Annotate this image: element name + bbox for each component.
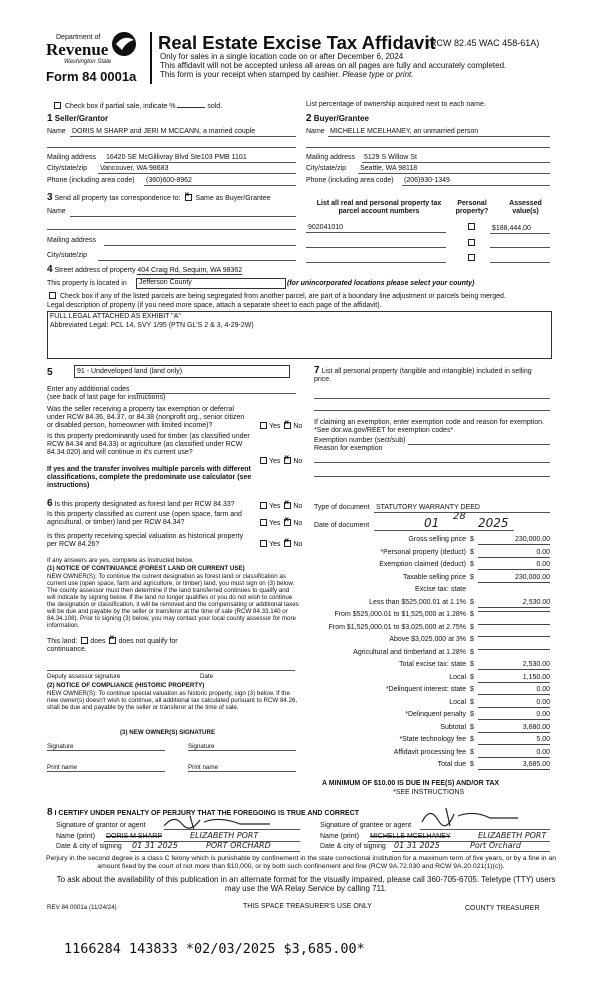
section6-num: 6 bbox=[47, 498, 53, 509]
seller-mailing-line bbox=[104, 162, 296, 163]
segregated-checkbox[interactable] bbox=[49, 292, 56, 299]
grantee-name-handwritten[interactable]: ELIZABETH PORT bbox=[478, 831, 547, 840]
buyer-mailing-label: Mailing address bbox=[306, 154, 356, 161]
section8-num: 8 bbox=[47, 807, 53, 818]
buyer-phone-label: Phone (including area code) bbox=[306, 177, 394, 184]
tax-row-label: Affidavit processing fee bbox=[393, 748, 466, 756]
grantee-date[interactable]: 01 31 2025 bbox=[394, 841, 440, 850]
dollar-sign: $ bbox=[470, 536, 474, 543]
tax-row-value[interactable]: 1,150.00 bbox=[478, 674, 550, 683]
land-use-select[interactable]: 91 - Undeveloped land (land only) bbox=[74, 365, 290, 378]
dept-state: Washington State bbox=[64, 59, 112, 65]
rcw-reference: (RCW 82.45 WAC 458-61A) bbox=[427, 38, 540, 48]
s6q2-answer bbox=[258, 519, 302, 528]
tax-row-label: *Delinquent interest: state bbox=[385, 686, 466, 693]
doc-date-day[interactable]: 28 bbox=[453, 511, 466, 522]
correspondence-row bbox=[47, 194, 271, 203]
tax-row-value[interactable]: 0.00 bbox=[478, 686, 550, 695]
tax-row-label: From $525,000.01 to $1,525,000 at 1.28% bbox=[334, 611, 466, 618]
exemption-question: Was the seller receiving a property tax exemption or deferral under RCW 84.36, 84.37, or 84.38 (nonprofit org., senior citizen or disabled person, homeowner with limited income)? bbox=[47, 406, 245, 429]
seller-name-line bbox=[70, 136, 296, 137]
tax-row-value[interactable]: 2,530.00 bbox=[478, 661, 550, 670]
dollar-sign: $ bbox=[470, 598, 474, 606]
header-note-3 bbox=[160, 70, 413, 79]
tax-row-value[interactable] bbox=[478, 636, 550, 637]
parcel-line-1 bbox=[306, 232, 446, 233]
dollar-sign: $ bbox=[470, 761, 474, 768]
buyer-mailing-line bbox=[362, 162, 550, 163]
assessed-line-2[interactable] bbox=[490, 247, 550, 248]
dollar-sign: $ bbox=[470, 686, 474, 693]
buyer-mailing-field[interactable]: 5129 S Willow St bbox=[364, 154, 417, 161]
county-select[interactable]: Jefferson County bbox=[136, 278, 286, 289]
buyer-city-line bbox=[358, 173, 550, 174]
treasurer-space-label: THIS SPACE TREASURER'S USE ONLY bbox=[243, 903, 372, 910]
tax-row-label: Exemption claimed (deduct) bbox=[379, 561, 466, 568]
buyer-city-field[interactable]: Seattle, WA 98118 bbox=[360, 165, 418, 172]
tax-row-label: Taxable selling price bbox=[402, 573, 466, 581]
dollar-sign: $ bbox=[470, 648, 474, 656]
parcel-line-3[interactable] bbox=[306, 262, 446, 263]
reason-label: Reason for exemption bbox=[314, 445, 383, 452]
availability-notice: To ask about the availability of this publication in an alternate format for the visually impaired, please call 360-705-6705. Teletype (TTY) users may use the WA Relay Service by calling 711. bbox=[56, 875, 556, 893]
header-note-1: Only for sales in a single location code on or after December 6, 2024 bbox=[160, 52, 404, 61]
exemption-claim-text: If claiming an exemption, enter exemption code and reason for exemption. *See dor.wa.gov/REET for exemption codes* bbox=[314, 419, 544, 434]
dollar-sign: $ bbox=[470, 548, 474, 556]
tax-row-value[interactable]: 0.00 bbox=[478, 711, 550, 720]
seller-name-field[interactable]: DORIS M SHARP and JERI M MCCANN, a married couple bbox=[72, 128, 256, 135]
s6q3-yes-label: Yes bbox=[269, 541, 281, 548]
owner-print-line-2[interactable] bbox=[188, 771, 296, 772]
s6q2-no-checkbox[interactable] bbox=[284, 519, 291, 526]
personal-property-checkbox-3[interactable] bbox=[468, 254, 475, 261]
dollar-sign: $ bbox=[470, 723, 474, 731]
q1-answer bbox=[258, 422, 302, 431]
tax-row-value[interactable]: 3,685.00 bbox=[478, 761, 550, 770]
deputy-signature-line[interactable] bbox=[47, 670, 295, 671]
tax-row-value[interactable]: 0.00 bbox=[478, 749, 550, 758]
predominate-use-note: If yes and the transfer involves multiple parcels with different classifications, complete the predominate use calculator (see instructions) bbox=[47, 466, 252, 489]
exemption-number-field[interactable] bbox=[408, 444, 550, 445]
owner-sig-line-1[interactable] bbox=[47, 750, 165, 751]
header-divider bbox=[150, 32, 152, 84]
q1-no-label: No bbox=[293, 423, 303, 430]
s6q1-no-label: No bbox=[293, 503, 303, 510]
tax-row-value[interactable]: 0.00 bbox=[478, 561, 550, 570]
notice2-body: NEW OWNER(S): To continue special valuation as historic property, sign (3) below. If the new owner(s) doesn't wish to continue, all additional tax calculated pursuant to RCW 84.26, shall be due and payable by the seller or transferor at the time of sale. bbox=[47, 690, 298, 711]
q2-no-checkbox[interactable] bbox=[284, 457, 291, 464]
historic-question: Is this property receiving special valuation as historical property per RCW 84.26? bbox=[47, 533, 244, 548]
q2-answer bbox=[258, 457, 302, 466]
grantee-date-label: Date & city of signing bbox=[320, 843, 386, 850]
same-as-buyer-checkbox[interactable] bbox=[185, 194, 192, 201]
corr-mailing-label: Mailing address bbox=[47, 237, 97, 244]
print-name-label-2: Print name bbox=[188, 764, 218, 771]
s6q3-no-checkbox[interactable] bbox=[284, 540, 291, 547]
unincorporated-note: (for unincorporated locations please select your county) bbox=[287, 280, 475, 287]
parcel-line-2[interactable] bbox=[306, 247, 446, 248]
this-land-label: This land: bbox=[47, 638, 78, 645]
form-revision: REV 84 0001a (11/24/24) bbox=[47, 904, 117, 911]
header-note-2: This affidavit will not be accepted unless all areas on all pages are fully and accurately completed. bbox=[160, 61, 507, 70]
minimum-due-note: A MINIMUM OF $10.00 IS DUE IN FEE(S) AND/OR TAX bbox=[322, 780, 500, 787]
section7-row bbox=[314, 367, 550, 384]
property-address-field[interactable]: 404 Craig Rd, Sequim, WA 98362 bbox=[137, 267, 243, 274]
doc-date-month[interactable]: 01 bbox=[424, 516, 440, 530]
tax-row-label: *Delinquent penalty bbox=[405, 711, 466, 718]
if-yes-instructions: If any answers are yes, complete as instructed below. bbox=[47, 557, 194, 564]
seller-heading-label: Seller/Grantor bbox=[54, 114, 109, 123]
tax-row-label: *State technology fee bbox=[399, 736, 466, 743]
tax-row-value[interactable]: 3,680.00 bbox=[478, 724, 550, 733]
seller-mailing-field[interactable]: 16420 SE McGillivray Blvd Ste103 PMB 1101 bbox=[106, 154, 247, 161]
section7-text: List all personal property (tangible and intangible) included in selling price. bbox=[314, 368, 532, 383]
segregated-label: Check box if any of the listed parcels are being segregated from another parcel, are part of a boundary line adjustment or parcels being merged. bbox=[59, 293, 506, 300]
assessed-value-1[interactable]: $188,444.00 bbox=[492, 225, 531, 232]
legal-line-2: Abbreviated Legal: PCL 14, SVY 1/95 (PTN GL'S 2 & 3, 4-29-2W) bbox=[50, 322, 254, 329]
q2-yes-checkbox[interactable] bbox=[260, 457, 267, 464]
s6q3-yes-checkbox[interactable] bbox=[260, 540, 267, 547]
q1-yes-label: Yes bbox=[269, 423, 281, 430]
tax-row-label: From $1,525,000.01 to $3,025,000 at 2.75% bbox=[328, 623, 466, 631]
buyer-name-label: Name bbox=[306, 128, 325, 135]
s6q2-no-label: No bbox=[293, 520, 303, 527]
grantor-sig-label: Signature of grantor or agent bbox=[56, 822, 146, 829]
doc-date-line bbox=[374, 530, 514, 531]
deputy-date-label: Date bbox=[200, 673, 214, 680]
tax-row-value[interactable]: 230,000.00 bbox=[478, 536, 550, 545]
perjury-notice bbox=[36, 855, 566, 871]
assessed-line-3[interactable] bbox=[490, 262, 550, 263]
grantor-city[interactable]: PORT ORCHARD bbox=[206, 841, 271, 850]
reason-line-1[interactable] bbox=[314, 462, 550, 463]
grantor-date[interactable]: 01 31 2025 bbox=[132, 841, 178, 850]
tax-row-label: Local bbox=[449, 698, 466, 706]
seller-phone-field[interactable]: (360)600-8962 bbox=[146, 177, 192, 184]
tax-row-label: Gross selling price bbox=[408, 536, 466, 543]
continuance-label: continuance. bbox=[47, 646, 87, 653]
dollar-sign: $ bbox=[470, 661, 474, 668]
doc-type-field[interactable]: STATUTORY WARRANTY DEED bbox=[376, 504, 480, 511]
corr-name-label: Name bbox=[47, 208, 66, 215]
seller-mailing-label: Mailing address bbox=[47, 154, 97, 161]
forest-question-row bbox=[47, 500, 235, 509]
grantee-sig-line bbox=[420, 829, 550, 830]
tax-row-label: Agricultural and timberland at 1.28% bbox=[353, 648, 466, 656]
correspondence-label: Send all property tax correspondence to: bbox=[54, 195, 181, 202]
treasurer-stamp: 1166284 143833 *02/03/2025 $3,685.00* bbox=[64, 941, 365, 957]
personal-property-checkbox-2[interactable] bbox=[468, 239, 475, 246]
tax-row-label: Subtotal bbox=[440, 723, 466, 731]
form-number: Form 84 0001a bbox=[46, 69, 137, 84]
does-label: does bbox=[90, 638, 106, 645]
section5-num: 5 bbox=[47, 367, 53, 378]
corr-mailing-line[interactable] bbox=[104, 245, 296, 246]
reason-line-2[interactable] bbox=[314, 476, 550, 477]
grantor-sig-line bbox=[164, 829, 300, 830]
s6q3-no-label: No bbox=[293, 541, 303, 548]
dept-line1: Department of bbox=[56, 34, 101, 41]
see-instructions: *SEE INSTRUCTIONS bbox=[393, 789, 465, 796]
personal-property-checkbox-1[interactable] bbox=[468, 223, 475, 230]
corr-city-label: City/state/zip bbox=[47, 252, 88, 259]
grantee-sig-label: Signature of grantee or agent bbox=[320, 822, 412, 829]
deputy-label: Deputy assessor signature bbox=[47, 673, 121, 680]
tax-row-value[interactable]: 0.00 bbox=[478, 549, 550, 558]
new-owner-sig-title: (3) NEW OWNER(S) SIGNATURE bbox=[120, 729, 216, 736]
additional-codes-note: (see back of last page for instructions) bbox=[47, 394, 166, 401]
tax-row-value[interactable] bbox=[478, 624, 550, 625]
correspondence-num: 3 bbox=[47, 192, 53, 203]
seller-num: 1 bbox=[47, 113, 53, 124]
dollar-sign: $ bbox=[470, 623, 474, 631]
buyer-heading-label: Buyer/Grantee bbox=[313, 114, 369, 123]
corr-blank-line bbox=[47, 229, 296, 230]
grantee-city[interactable]: Port Orchard bbox=[470, 841, 522, 850]
dept-revenue: Revenue bbox=[46, 40, 109, 59]
current-use-question: Is this property classified as current use (open space, farm and agricultural, or timber) land per RCW 84.34? bbox=[47, 511, 242, 526]
legal-label: Legal description of property (if you need more space, attach a separate sheet to each page of the affidavit). bbox=[47, 302, 382, 309]
dollar-sign: $ bbox=[470, 698, 474, 706]
partial-sale-checkbox[interactable] bbox=[54, 102, 61, 109]
county-treasurer-label: COUNTY TREASURER bbox=[465, 905, 540, 912]
grantor-name-label: Name (print) bbox=[56, 833, 95, 840]
parcel-number-1[interactable]: 902041010 bbox=[308, 224, 344, 231]
ownership-note: List percentage of ownership acquired next to each name. bbox=[306, 101, 486, 108]
grantor-date-label: Date & city of signing bbox=[56, 843, 122, 850]
q2-yes-label: Yes bbox=[269, 458, 281, 465]
tax-row-label: Less than $525,000.01 at 1.1% bbox=[369, 598, 466, 606]
assessed-col-header: Assessed value(s) bbox=[509, 200, 542, 215]
buyer-phone-field[interactable]: (206)930-1349 bbox=[404, 177, 450, 184]
dollar-sign: $ bbox=[470, 673, 474, 681]
owner-print-line-1[interactable] bbox=[47, 771, 165, 772]
same-as-buyer-label: Same as Buyer/Grantee bbox=[195, 195, 271, 202]
dollar-sign: $ bbox=[470, 748, 474, 756]
tax-row-label: Local bbox=[449, 673, 466, 681]
partial-sale-label: Check box if partial sale, indicate % bbox=[64, 103, 176, 110]
tax-row-value[interactable]: 230,000.00 bbox=[478, 574, 550, 583]
grantor-name-handwritten[interactable]: ELIZABETH PORT bbox=[190, 831, 259, 840]
assessed-line-1 bbox=[490, 233, 550, 234]
tax-row-value[interactable] bbox=[478, 649, 550, 650]
additional-codes-label: Enter any additional codes bbox=[47, 386, 130, 393]
q1-yes-checkbox[interactable] bbox=[260, 422, 267, 429]
buyer-num: 2 bbox=[306, 113, 312, 124]
notice2-title: (2) NOTICE OF COMPLIANCE (HISTORIC PROPERTY) bbox=[47, 682, 205, 689]
legal-description-box[interactable] bbox=[47, 311, 552, 359]
segregated-row bbox=[47, 292, 506, 301]
doc-date-label: Date of document bbox=[314, 522, 370, 529]
forest-question: Is this property designated as forest land per RCW 84.33? bbox=[54, 501, 235, 508]
tax-row-value[interactable]: 2,530.00 bbox=[478, 599, 550, 608]
seller-name-label: Name bbox=[47, 128, 66, 135]
partial-percent-field[interactable] bbox=[177, 100, 205, 108]
grantee-name-struck: MICHELLE MCELHANEY bbox=[370, 833, 451, 840]
perjury-text: Perjury in the second degree is a class C felony which is punishable by confinement in the state correctional institution for a maximum term of five years, or by a fine in an amount fixed by the court of not more than $10,000, or by both such confinement and fine (RCW 9A.72.030 and RCW 9A.20.021(1)(c)). bbox=[45, 855, 556, 870]
print-name-label-1: Print name bbox=[47, 764, 77, 771]
header-note-3-text: This form is your receipt when stamped by cashier. bbox=[160, 70, 341, 79]
dollar-sign: $ bbox=[470, 736, 474, 743]
tax-row-label: Above $3,025,000 at 3% bbox=[389, 636, 466, 643]
tax-row-label: Total excise tax: state bbox=[399, 661, 466, 668]
personal-property-line-2[interactable] bbox=[314, 410, 550, 411]
certify-statement: I CERTIFY UNDER PENALTY OF PERJURY THAT THE FOREGOING IS TRUE AND CORRECT bbox=[54, 810, 360, 817]
exemption-number-label: Exemption number (sect/sub) bbox=[314, 437, 406, 444]
qualify-row bbox=[47, 637, 178, 646]
grantor-name-struck: DORIS M SHARP bbox=[106, 833, 163, 840]
s6q1-yes-label: Yes bbox=[269, 503, 281, 510]
s6q2-yes-checkbox[interactable] bbox=[260, 519, 267, 526]
s6q1-no-checkbox[interactable] bbox=[284, 502, 291, 509]
notice1-title: (1) NOTICE OF CONTINUANCE (FOREST LAND OR CURRENT USE) bbox=[47, 565, 245, 572]
property-address-row bbox=[47, 266, 242, 275]
grantee-name-label: Name (print) bbox=[320, 833, 359, 840]
header-note-3-italic: Please type or print. bbox=[342, 70, 414, 79]
buyer-heading bbox=[306, 114, 369, 123]
seller-city-field[interactable]: Vancouver, WA 98683 bbox=[100, 165, 169, 172]
personal-property-line-1[interactable] bbox=[314, 398, 550, 399]
grantee-signature[interactable] bbox=[418, 804, 528, 828]
seller-blank-line bbox=[47, 147, 296, 148]
tax-row-value[interactable]: 0.00 bbox=[478, 699, 550, 708]
q2-no-label: No bbox=[293, 458, 303, 465]
buyer-name-line bbox=[328, 136, 550, 137]
timber-question: Is this property predominantly used for timber (as classified under RCW 84.34 and 84.33) or agriculture (as classified under RCW 84.34.020) and will continue in it's current use? bbox=[47, 433, 250, 456]
signature-label-2: Signature bbox=[188, 743, 215, 750]
s6q1-answer bbox=[258, 502, 302, 511]
tax-row-label: *Personal property (deduct) bbox=[380, 548, 466, 556]
seller-phone-label: Phone (including area code) bbox=[47, 177, 135, 184]
does-not-label: does not qualify for bbox=[118, 638, 178, 645]
parcel-col-header: List all real and personal property tax parcel account numbers bbox=[316, 200, 442, 215]
buyer-city-label: City/state/zip bbox=[306, 165, 347, 172]
corr-name-line[interactable] bbox=[70, 216, 296, 217]
notice1-body: NEW OWNER(S): To continue the current designation as forest land or classification as current use (open space, farm and agriculture, or timber) land, you must sign on (3) below. The county assessor must then determine if the land transferred continues to qualify and will indicate by signing below. If the land no longer qualifies or you do not wish to continue the designation or classification, it will be removed and the compensating or additional taxes will be due and payable by the seller or transferor at the time of sale (RCW 84.33.140 or 84.34.108). Prior to signing (3) below, you may contact your local county assessor for more information. bbox=[47, 573, 299, 629]
form-title: Real Estate Excise Tax Affidavit bbox=[158, 32, 436, 53]
dollar-sign: $ bbox=[470, 573, 474, 581]
dollar-sign: $ bbox=[470, 611, 474, 618]
tax-row-value[interactable]: 5.00 bbox=[478, 736, 550, 745]
dollar-sign: $ bbox=[470, 561, 474, 568]
grantor-date-line bbox=[130, 851, 300, 852]
dollar-sign: $ bbox=[470, 711, 474, 718]
seller-phone-line bbox=[144, 185, 296, 186]
personal-property-col-header: Personal property? bbox=[455, 200, 489, 215]
signature-label-1: Signature bbox=[47, 743, 74, 750]
buyer-name-field[interactable]: MICHELLE MCELHANEY, an unmarried person bbox=[330, 128, 479, 135]
tax-row-value[interactable] bbox=[478, 611, 550, 612]
does-qualify-checkbox[interactable] bbox=[81, 637, 88, 644]
doc-type-label: Type of document bbox=[314, 504, 370, 511]
wa-revenue-emblem-icon bbox=[110, 30, 142, 58]
corr-city-line[interactable] bbox=[98, 260, 296, 261]
doc-date-year[interactable]: 2025 bbox=[478, 516, 509, 530]
property-located-label: This property is located in bbox=[47, 280, 127, 287]
partial-sale-row bbox=[52, 100, 222, 111]
dollar-sign: $ bbox=[470, 636, 474, 643]
s6q3-answer bbox=[258, 540, 302, 549]
q1-no-checkbox[interactable] bbox=[284, 422, 291, 429]
does-not-qualify-checkbox[interactable] bbox=[109, 637, 116, 644]
seller-city-line bbox=[98, 173, 296, 174]
section7-num: 7 bbox=[314, 365, 320, 376]
seller-heading bbox=[47, 114, 108, 123]
s6q2-yes-label: Yes bbox=[269, 520, 281, 527]
owner-sig-line-2[interactable] bbox=[188, 750, 296, 751]
grantee-date-line bbox=[392, 851, 550, 852]
tax-row-label: Total due bbox=[437, 761, 466, 768]
property-num: 4 bbox=[47, 264, 53, 275]
legal-line-1: FULL LEGAL ATTACHED AS EXHIBIT "A" bbox=[50, 313, 181, 320]
seller-city-label: City/state/zip bbox=[47, 165, 88, 172]
buyer-phone-line bbox=[402, 185, 550, 186]
property-address-label: Street address of property bbox=[54, 267, 136, 274]
buyer-blank-line bbox=[306, 147, 550, 148]
tax-row-label: Excise tax: state bbox=[415, 586, 466, 593]
s6q1-yes-checkbox[interactable] bbox=[260, 502, 267, 509]
partial-sold-label: sold. bbox=[207, 103, 223, 110]
